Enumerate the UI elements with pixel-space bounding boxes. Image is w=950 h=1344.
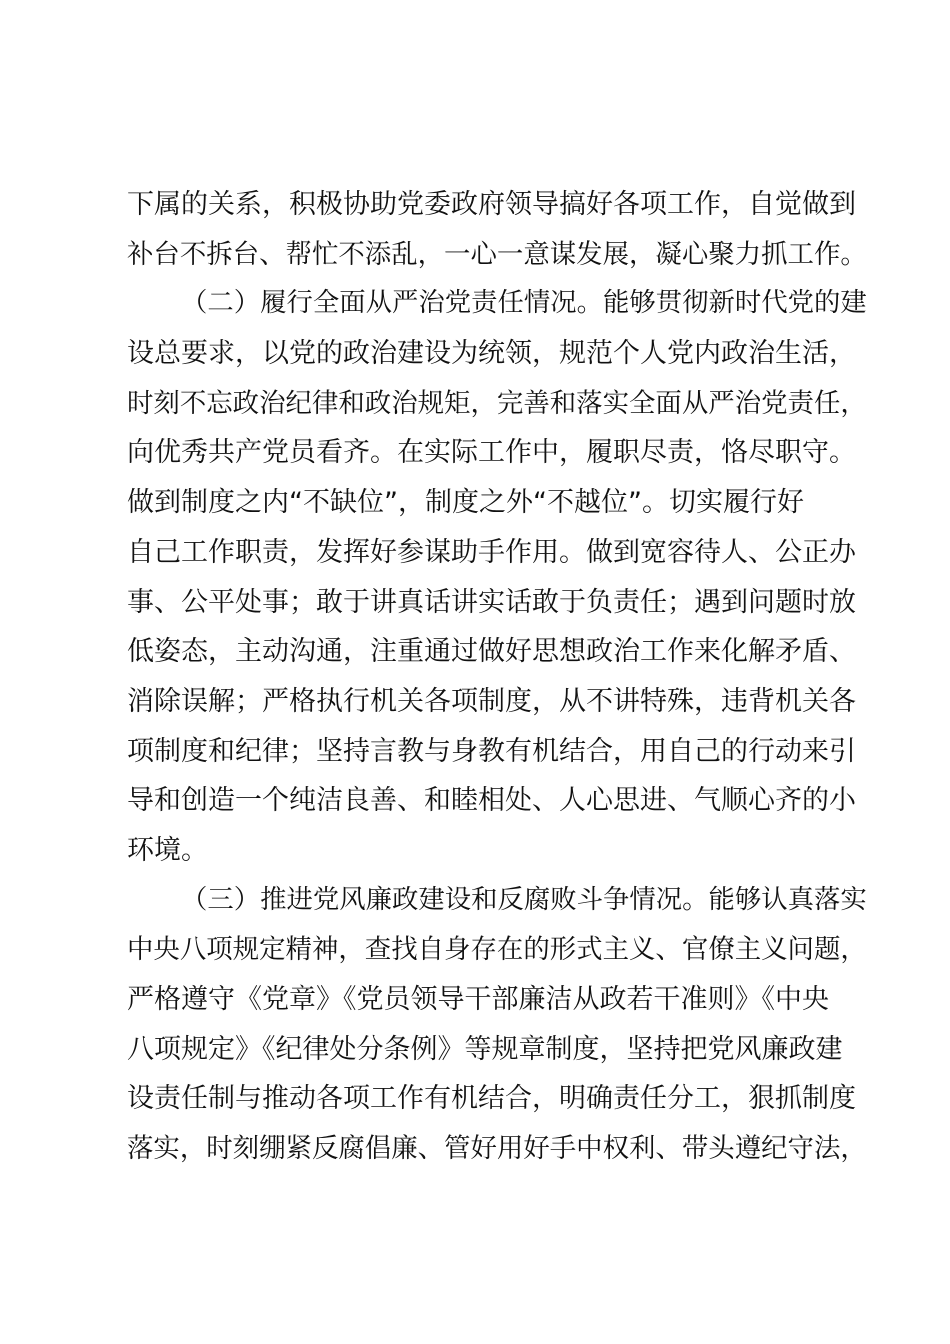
text-line: 事、公平处事；敢于讲真话讲实话敢于负责任；遇到问题时放: [127, 586, 856, 618]
text-line: 低姿态，主动沟通，注重通过做好思想政治工作来化解矛盾、: [127, 636, 856, 668]
text-line: 补台不拆台、帮忙不添乱，一心一意谋发展，凝心聚力抓工作。: [127, 238, 867, 270]
text-line: 中央八项规定精神，查找自身存在的形式主义、官僚主义问题，: [127, 934, 867, 966]
text-line: 向优秀共产党员看齐。在实际工作中，履职尽责，恪尽职守。: [127, 437, 856, 469]
text-line: 八项规定》《纪律处分条例》等规章制度，坚持把党风廉政建: [127, 1033, 843, 1065]
text-line: 下属的关系，积极协助党委政府领导搞好各项工作，自觉做到: [127, 189, 856, 220]
text-line: 项制度和纪律；坚持言教与身教有机结合，用自己的行动来引: [127, 735, 856, 767]
text-line: 导和创造一个纯洁良善、和睦相处、人心思进、气顺心齐的小: [127, 785, 856, 817]
text-line: 严格遵守《党章》《党员领导干部廉洁从政若干准则》《中央: [127, 984, 829, 1015]
text-line: 消除误解；严格执行机关各项制度，从不讲特殊，违背机关各: [127, 685, 856, 717]
text-line: 做到制度之内“不缺位”，制度之外“不越位”。切实履行好: [127, 487, 804, 519]
text-line: 环境。: [127, 834, 208, 866]
paragraph-first-line: （二）履行全面从严治党责任情况。能够贯彻新时代党的建: [181, 288, 867, 319]
text-line: 设责任制与推动各项工作有机结合，明确责任分工，狠抓制度: [127, 1083, 856, 1115]
text-line: 自己工作职责，发挥好参谋助手作用。做到宽容待人、公正办: [127, 536, 856, 568]
text-line: 时刻不忘政治纪律和政治规矩，完善和落实全面从严治党责任，: [127, 387, 867, 419]
body-text: [127, 180, 867, 1174]
text-line: 落实，时刻绷紧反腐倡廉、管好用好手中权利、带头遵纪守法，: [127, 1133, 867, 1165]
text-line: 设总要求，以党的政治建设为统领，规范个人党内政治生活，: [127, 338, 856, 370]
paragraph-first-line: （三）推进党风廉政建设和反腐败斗争情况。能够认真落实: [181, 884, 867, 915]
